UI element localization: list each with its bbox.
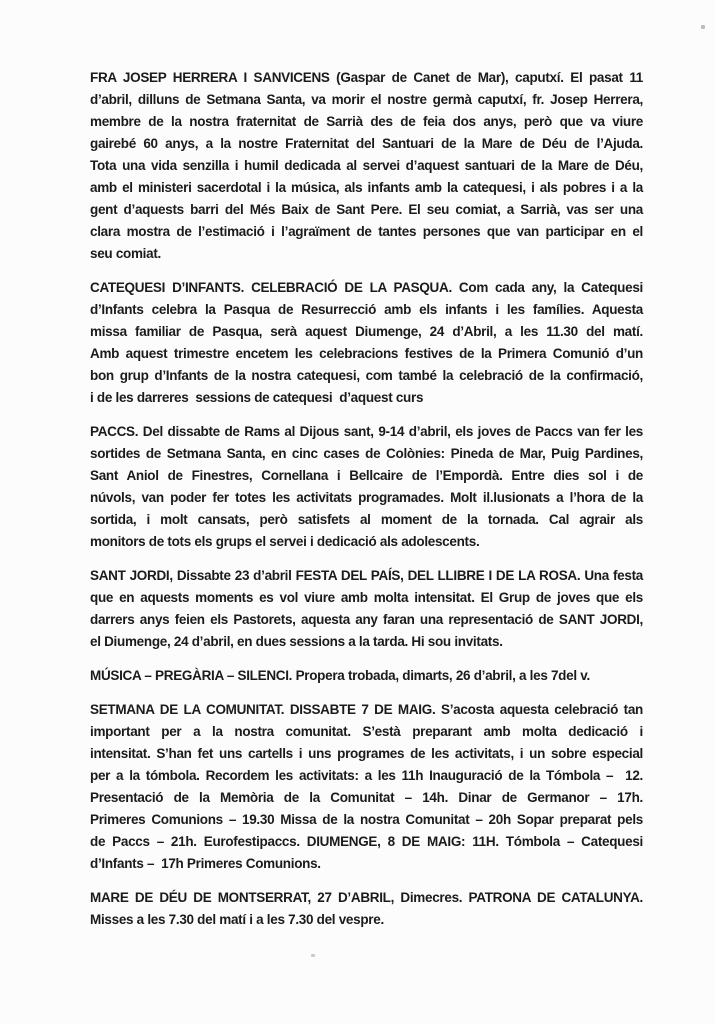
paragraph-fra-josep-herrera <box>90 67 643 265</box>
paragraph-catequesi-infants <box>90 277 643 409</box>
text-line: d’Infants – 17h Primeres Comunions. <box>90 856 321 871</box>
paragraph-mare-de-deu-de-montserrat <box>90 887 643 931</box>
text-line: MÚSICA – PREGÀRIA – SILENCI. Propera trobada, dimarts, 26 d’abril, a les 7del v. <box>90 668 590 683</box>
text-line: bon grup d’Infants de la nostra catequesi, com també la celebració de la confirmació, <box>90 368 643 383</box>
paragraph-sant-jordi <box>90 565 643 653</box>
paragraph-paccs <box>90 421 643 553</box>
text-line: el Diumenge, 24 d’abril, en dues sessions a la tarda. Hi sou invitats. <box>90 634 503 649</box>
text-line: i de les darreres sessions de catequesi d’aquest curs <box>90 390 424 405</box>
text-line: monitors de tots els grups el servei i dedicació als adolescents. <box>90 534 480 549</box>
text-line: Amb aquest trimestre encetem les celebracions festives de la Primera Comunió d’un <box>90 346 643 361</box>
text-line: darrers anys feien els Pastorets, aquesta any faran una representació de SANT JORDI, <box>90 612 643 627</box>
text-line: SANT JORDI, Dissabte 23 d’abril FESTA DEL PAÍS, DEL LLIBRE I DE LA ROSA. Una festa <box>90 568 643 583</box>
text-line: que en aquests moments es vol viure amb molta intensitat. El Grup de joves que els <box>90 590 643 605</box>
text-line: missa familiar de Pasqua, serà aquest Diumenge, 24 d’Abril, a les 11.30 del matí. <box>90 324 643 339</box>
text-line: membre de la nostra fraternitat de Sarrià des de feia dos anys, però que va viure <box>90 114 643 129</box>
text-line: important per a la nostra comunitat. S’està preparant amb molta dedicació i <box>90 724 643 739</box>
scan-speck-lower-middle <box>311 954 315 957</box>
text-line: Presentació de la Memòria de la Comunitat – 14h. Dinar de Germanor – 17h. <box>90 790 643 805</box>
text-line: Sant Aniol de Finestres, Cornellana i Bellcaire de l’Empordà. Entre dies sol i de <box>90 468 643 483</box>
text-line: d’abril, dilluns de Setmana Santa, va morir el nostre germà caputxí, fr. Josep Herrera, <box>90 92 643 107</box>
text-line: Misses a les 7.30 del matí i a les 7.30 del vespre. <box>90 912 384 927</box>
text-line: sortida, i molt cansats, però satisfets al moment de la tornada. Cal agrair als <box>90 512 643 527</box>
text-line: Tota una vida senzilla i humil dedicada al servei d’aquest santuari de la Mare de Déu, <box>90 158 643 173</box>
text-line: sortides de Setmana Santa, en cinc cases de Colònies: Pineda de Mar, Puig Pardines, <box>90 446 643 461</box>
text-line: gent d’aquests barri del Més Baix de Sant Pere. El seu comiat, a Sarrià, vas ser una <box>90 202 643 217</box>
text-line: gairebé 60 anys, a la nostre Fraternitat del Santuari de la Mare de Déu de l’Ajuda. <box>90 136 643 151</box>
text-line: amb el ministeri sacerdotal i la música, als infants amb la catequesi, i als pobres i a la <box>90 180 643 195</box>
text-line: Primeres Comunions – 19.30 Missa de la nostra Comunitat – 20h Sopar preparat pels <box>90 812 643 827</box>
paragraph-musica-pregaria-silenci <box>90 665 643 687</box>
text-line: d’Infants celebra la Pasqua de Resurrecció amb els infants i les famílies. Aquesta <box>90 302 643 317</box>
text-line: SETMANA DE LA COMUNITAT. DISSABTE 7 DE MAIG. S’acosta aquesta celebració tan <box>90 702 643 717</box>
text-line: FRA JOSEP HERRERA I SANVICENS (Gaspar de Canet de Mar), caputxí. El pasat 11 <box>90 70 643 85</box>
scan-speck-top-right <box>701 25 705 29</box>
page-text-block <box>90 67 643 943</box>
text-line: PACCS. Del dissabte de Rams al Dijous sant, 9-14 d’abril, els joves de Paccs van fer les <box>90 424 643 439</box>
text-line: de Paccs – 21h. Eurofestipaccs. DIUMENGE, 8 DE MAIG: 11H. Tómbola – Catequesi <box>90 834 643 849</box>
text-line: núvols, van poder fer totes les activitats programades. Molt il.lusionats a l’hora de la <box>90 490 643 505</box>
text-line: seu comiat. <box>90 246 161 261</box>
text-line: intensitat. S’han fet uns cartells i uns programes de les activitats, i un sobre especial <box>90 746 643 761</box>
text-line: MARE DE DÉU DE MONTSERRAT, 27 D’ABRIL, Dimecres. PATRONA DE CATALUNYA. <box>90 890 643 905</box>
text-line: per a la tómbola. Recordem les activitats: a les 11h Inauguració de la Tómbola – 12. <box>90 768 643 783</box>
text-line: clara mostra de l’estimació i l’agraïment de tantes persones que van participar en el <box>90 224 643 239</box>
paragraph-setmana-de-la-comunitat <box>90 699 643 875</box>
text-line: CATEQUESI D’INFANTS. CELEBRACIÓ DE LA PASQUA. Com cada any, la Catequesi <box>90 280 643 295</box>
